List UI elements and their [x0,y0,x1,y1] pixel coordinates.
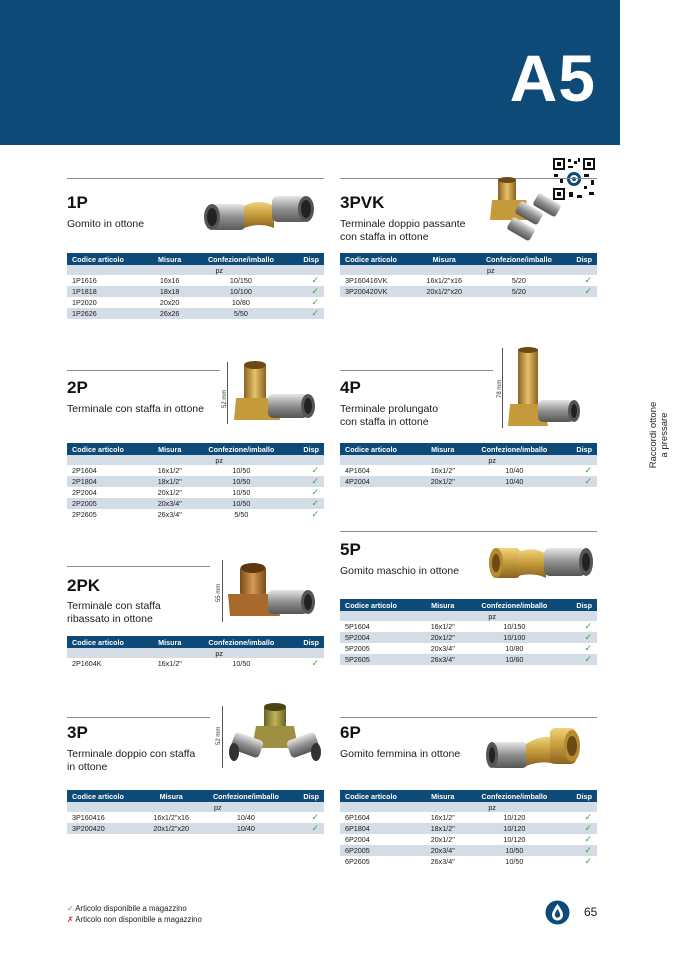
cell-code: 5P2605 [340,654,421,665]
table-header-row [340,443,597,455]
cell-size: 20x1/2"x20 [416,286,472,297]
table-row [67,498,324,509]
cell-pack: 10/50 [465,856,564,867]
column-header-pack: Confezione/imballo [465,599,564,611]
column-header-size: Misura [148,253,191,265]
section-desc-2P: Terminale con staffa in ottone [67,403,204,415]
availability-check-icon: ✓ [564,812,597,823]
cell-pack: 10/150 [465,621,564,632]
column-header-code: Codice articolo [340,253,416,265]
cell-code: 1P1616 [67,275,148,286]
section-code-3PVK: 3PVK [340,193,385,212]
cell-code: 2P2005 [67,498,148,509]
table-row [340,823,597,834]
unit-label: pz [148,265,291,275]
side-label [648,395,670,475]
table-unit-row [67,648,324,658]
availability-check-icon: ✓ [566,286,597,297]
column-header-code: Codice articolo [67,253,148,265]
section-desc-6P: Gomito femmina in ottone [340,748,461,760]
product-table-2PK [67,636,324,669]
product-table-3P [67,790,324,834]
table-row [67,509,324,520]
availability-check-icon: ✓ [564,621,597,632]
section-desc-1P: Gomito in ottone [67,218,145,230]
availability-check-icon: ✓ [291,275,324,286]
column-header-code: Codice articolo [67,636,148,648]
table-row [67,476,324,487]
table-row [67,297,324,308]
cell-code: 5P1604 [340,621,421,632]
column-header-size: Misura [143,790,199,802]
column-header-pack: Confezione/imballo [192,636,291,648]
availability-check-icon: ✓ [564,465,597,476]
cell-size: 20x1/2" [148,487,192,498]
cell-code: 1P2626 [67,308,148,319]
section-divider [67,370,220,371]
cell-code: 3P200420 [67,823,143,834]
table-row [340,465,597,476]
cell-size: 16x1/2" [148,658,192,669]
side-label-line1: Raccordi ottone [648,401,659,469]
table-row [340,643,597,654]
chapter-code: A5 [509,41,596,115]
availability-check-icon: ✓ [291,498,324,509]
cell-pack: 10/50 [192,487,291,498]
column-header-code: Codice articolo [340,790,421,802]
brand-logo-icon [545,900,570,925]
cell-pack: 10/80 [465,643,564,654]
side-label-line2: a pressare [659,412,670,458]
column-header-pack: Confezione/imballo [465,790,564,802]
cell-pack: 5/20 [472,275,565,286]
section-desc-3PVK: Terminale doppio passante con staffa in ottone [340,218,466,243]
cell-pack: 10/50 [192,465,291,476]
cell-size: 26x3/4" [421,654,465,665]
cell-pack: 10/100 [191,286,290,297]
product-table-3PVK [340,253,597,297]
column-header-size: Misura [416,253,472,265]
cell-size: 20x1/2" [421,834,465,845]
unit-label: pz [421,611,564,621]
cell-size: 20x20 [148,297,191,308]
column-header-code: Codice articolo [67,790,143,802]
section-desc-3P: Terminale doppio con staffa in ottone [67,748,196,773]
cell-code: 2P1604 [67,465,148,476]
column-header-disp: Disp [564,790,597,802]
check-icon: ✓ [67,904,74,913]
double-tee-wall-plate-icon [226,702,324,768]
cell-size: 20x1/2" [421,632,465,643]
cell-pack: 10/40 [465,476,564,487]
table-unit-row [67,802,324,812]
legend-available: Articolo disponibile a magazzino [75,904,187,913]
cell-code: 5P2005 [340,643,421,654]
elbow-fitting-icon [200,188,318,238]
cell-code: 3P160416 [67,812,143,823]
dimension-label-4P: 78 mm [497,379,503,398]
availability-check-icon: ✓ [564,823,597,834]
column-header-code: Codice articolo [67,443,148,455]
legend-unavailable: Articolo non disponibile a magazzino [75,915,202,924]
availability-check-icon: ✓ [566,275,597,286]
table-row [67,275,324,286]
column-header-size: Misura [421,599,465,611]
cell-pack: 10/40 [465,465,564,476]
table-unit-row [340,802,597,812]
wall-plate-elbow-icon [234,360,316,426]
table-row [340,275,597,286]
cell-code: 5P2004 [340,632,421,643]
table-unit-row [67,455,324,465]
cell-code: 1P2020 [67,297,148,308]
section-desc-2PK: Terminale con staffa ribassato in ottone [67,600,161,625]
table-unit-row [340,455,597,465]
dimension-label-3P: 52 mm [216,726,222,745]
product-table-4P [340,443,597,487]
section-code-2PK: 2PK [67,576,101,595]
cell-size: 20x3/4" [421,845,465,856]
table-unit-row [340,611,597,621]
cell-pack: 10/120 [465,834,564,845]
cell-code: 6P2605 [340,856,421,867]
section-code-6P: 6P [340,723,361,742]
cell-size: 20x1/2" [421,476,465,487]
table-row [67,487,324,498]
cell-size: 26x3/4" [148,509,192,520]
availability-check-icon: ✓ [564,476,597,487]
availability-check-icon: ✓ [291,487,324,498]
table-row [67,308,324,319]
column-header-disp: Disp [564,443,597,455]
section-divider [67,566,210,567]
availability-check-icon: ✓ [564,856,597,867]
table-row [340,476,597,487]
table-header-row [67,443,324,455]
availability-check-icon: ✓ [291,297,324,308]
cell-size: 16x1/2" [421,812,465,823]
table-header-row [67,636,324,648]
cell-pack: 10/50 [465,845,564,856]
dimension-bar [222,560,223,622]
product-table-6P [340,790,597,867]
product-table-2P [67,443,324,520]
unit-label: pz [416,265,565,275]
availability-check-icon: ✓ [291,509,324,520]
cell-pack: 10/100 [465,632,564,643]
cell-code: 6P2004 [340,834,421,845]
column-header-code: Codice articolo [340,599,421,611]
section-divider [340,370,493,371]
table-row [67,812,324,823]
column-header-pack: Confezione/imballo [199,790,292,802]
availability-check-icon: ✓ [564,643,597,654]
table-row [67,465,324,476]
column-header-size: Misura [421,790,465,802]
column-header-size: Misura [148,636,192,648]
cell-size: 26x3/4" [421,856,465,867]
cell-pack: 5/50 [192,509,291,520]
male-elbow-fitting-icon [488,542,594,586]
availability-check-icon: ✓ [293,823,324,834]
column-header-disp: Disp [564,599,597,611]
cell-code: 4P1604 [340,465,421,476]
cell-size: 26x26 [148,308,191,319]
cell-pack: 10/50 [192,658,291,669]
cell-size: 18x1/2" [421,823,465,834]
column-header-pack: Confezione/imballo [192,443,291,455]
table-header-row [340,253,597,265]
cell-code: 2P2004 [67,487,148,498]
product-table-5P [340,599,597,665]
section-code-5P: 5P [340,540,361,559]
table-row [340,845,597,856]
cell-pack: 5/50 [191,308,290,319]
column-header-disp: Disp [291,443,324,455]
column-header-disp: Disp [566,253,597,265]
cell-code: 4P2004 [340,476,421,487]
column-header-size: Misura [421,443,465,455]
cell-size: 20x3/4" [148,498,192,509]
cell-pack: 10/50 [192,476,291,487]
section-code-2P: 2P [67,378,88,397]
cell-size: 16x1/2"x16 [143,812,199,823]
table-row [67,658,324,669]
unit-label: pz [148,455,291,465]
cell-pack: 10/120 [465,812,564,823]
table-row [67,286,324,297]
product-table-1P [67,253,324,319]
cell-pack: 10/40 [199,823,292,834]
cell-pack: 10/60 [465,654,564,665]
column-header-code: Codice articolo [340,443,421,455]
section-desc-4P: Terminale prolungato con staffa in ottone [340,403,439,428]
table-row [340,632,597,643]
cell-pack: 10/40 [199,812,292,823]
availability-check-icon: ✓ [564,834,597,845]
table-unit-row [340,265,597,275]
dimension-label-2P: 52 mm [222,389,228,408]
low-wall-plate-elbow-icon [228,560,316,622]
cell-code: 2P1804 [67,476,148,487]
cell-size: 18x18 [148,286,191,297]
section-code-4P: 4P [340,378,361,397]
column-header-pack: Confezione/imballo [465,443,564,455]
availability-check-icon: ✓ [564,845,597,856]
table-unit-row [67,265,324,275]
column-header-disp: Disp [291,253,324,265]
unit-label: pz [421,455,564,465]
availability-check-icon: ✓ [293,812,324,823]
section-code-3P: 3P [67,723,88,742]
table-header-row [67,790,324,802]
unit-label: pz [143,802,292,812]
availability-legend [67,903,202,925]
column-header-size: Misura [148,443,192,455]
cell-size: 16x1/2" [421,621,465,632]
section-divider [67,717,210,718]
double-wall-plate-fitting-icon [486,176,566,248]
table-header-row [340,790,597,802]
availability-check-icon: ✓ [291,658,324,669]
cell-size: 16x1/2" [148,465,192,476]
section-divider [67,178,324,179]
cell-size: 20x3/4" [421,643,465,654]
availability-check-icon: ✓ [564,654,597,665]
section-desc-5P: Gomito maschio in ottone [340,565,460,577]
cell-code: 6P1804 [340,823,421,834]
table-row [340,654,597,665]
column-header-disp: Disp [291,636,324,648]
cell-code: 1P1818 [67,286,148,297]
section-divider [340,717,597,718]
cell-size: 16x1/2" [421,465,465,476]
cross-icon: ✗ [67,915,74,924]
extended-wall-plate-icon [508,346,580,430]
cell-pack: 10/50 [192,498,291,509]
unit-label: pz [148,648,291,658]
column-header-pack: Confezione/imballo [191,253,290,265]
section-divider [340,531,597,532]
dimension-label-2PK: 55 mm [216,583,222,602]
section-code-1P: 1P [67,193,88,212]
availability-check-icon: ✓ [291,476,324,487]
cell-pack: 5/20 [472,286,565,297]
availability-check-icon: ✓ [291,308,324,319]
cell-code: 2P1604K [67,658,148,669]
cell-code: 3P200420VK [340,286,416,297]
cell-pack: 10/120 [465,823,564,834]
table-row [340,286,597,297]
table-header-row [340,599,597,611]
cell-size: 16x1/2"x16 [416,275,472,286]
cell-code: 6P1604 [340,812,421,823]
cell-code: 3P160416VK [340,275,416,286]
availability-check-icon: ✓ [291,286,324,297]
dimension-bar [222,706,223,768]
table-row [340,834,597,845]
cell-pack: 10/150 [191,275,290,286]
cell-size: 20x1/2"x20 [143,823,199,834]
unit-label: pz [421,802,564,812]
table-row [67,823,324,834]
page-number: 65 [584,905,598,919]
cell-size: 16x16 [148,275,191,286]
column-header-pack: Confezione/imballo [472,253,565,265]
cell-pack: 10/80 [191,297,290,308]
cell-code: 6P2005 [340,845,421,856]
table-row [340,812,597,823]
cell-size: 18x1/2" [148,476,192,487]
table-row [340,856,597,867]
table-header-row [67,253,324,265]
female-elbow-fitting-icon [486,724,582,774]
page-header [0,0,620,145]
table-row [340,621,597,632]
column-header-disp: Disp [293,790,324,802]
availability-check-icon: ✓ [564,632,597,643]
availability-check-icon: ✓ [291,465,324,476]
cell-code: 2P2605 [67,509,148,520]
